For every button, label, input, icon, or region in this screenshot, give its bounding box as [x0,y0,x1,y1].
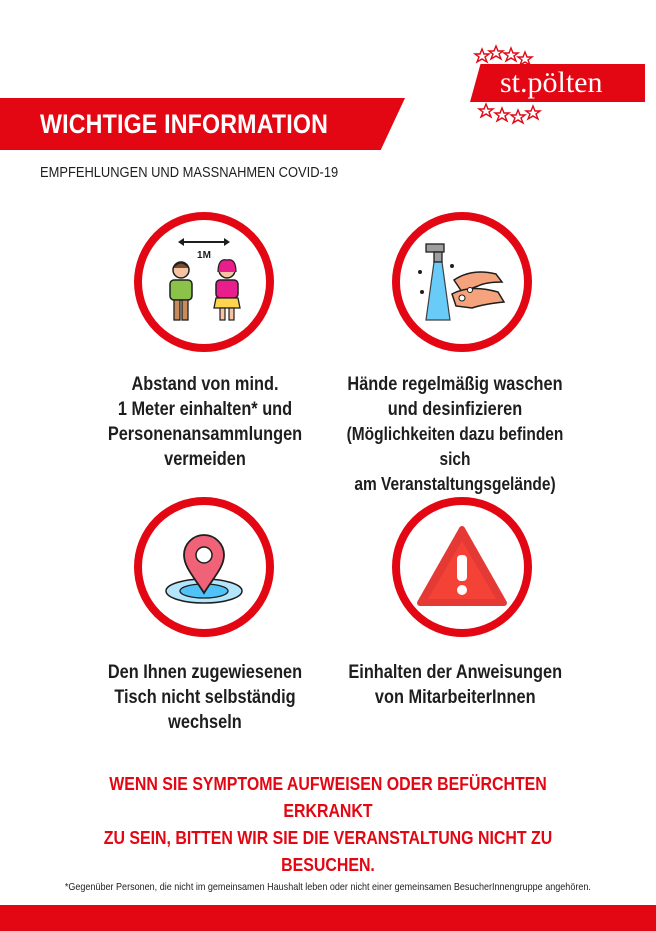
hand-washing-icon [412,232,512,332]
table-text: Den Ihnen zugewiesenen Tisch nicht selbständig wechseln [107,662,303,733]
hand-washing-circle [392,212,532,352]
logo-text: st.pölten [500,66,603,99]
warning-circle [392,497,532,637]
distance-icon [154,232,254,332]
location-pin-icon [154,517,254,617]
distance-circle [134,212,274,352]
distance-label: 1M [197,250,211,261]
footnote: *Gegenüber Personen, die nicht im gemeinsamen Haushalt leben oder nicht einer gemeinsamen BesucherInnengruppe angehören. [64,881,592,893]
hand-washing-text: Hände regelmäßig waschen und desinfizieren (Möglichkeiten dazu befinden sich am Veranstaltungsgelände) [346,374,564,494]
location-circle [134,497,274,637]
instructions-text: Einhalten der Anweisungen von MitarbeiterInnen [348,662,562,708]
symptom-warning: WENN SIE SYMPTOME AUFWEISEN ODER BEFÜRCHTEN ERKRANKT ZU SEIN, BITTEN WIR SIE DIE VERANSTALTUNG NICHT ZU BESUCHEN. [103,773,553,875]
page-subtitle: EMPFEHLUNGEN UND MASSNAHMEN COVID-19 [40,164,339,181]
page-title: WICHTIGE INFORMATION [40,109,329,139]
bottom-bar [0,905,656,931]
city-logo [470,44,645,134]
distance-text: Abstand von mind. 1 Meter einhalten* und Personenansammlungen vermeiden [107,374,303,470]
warning-icon [412,517,512,617]
